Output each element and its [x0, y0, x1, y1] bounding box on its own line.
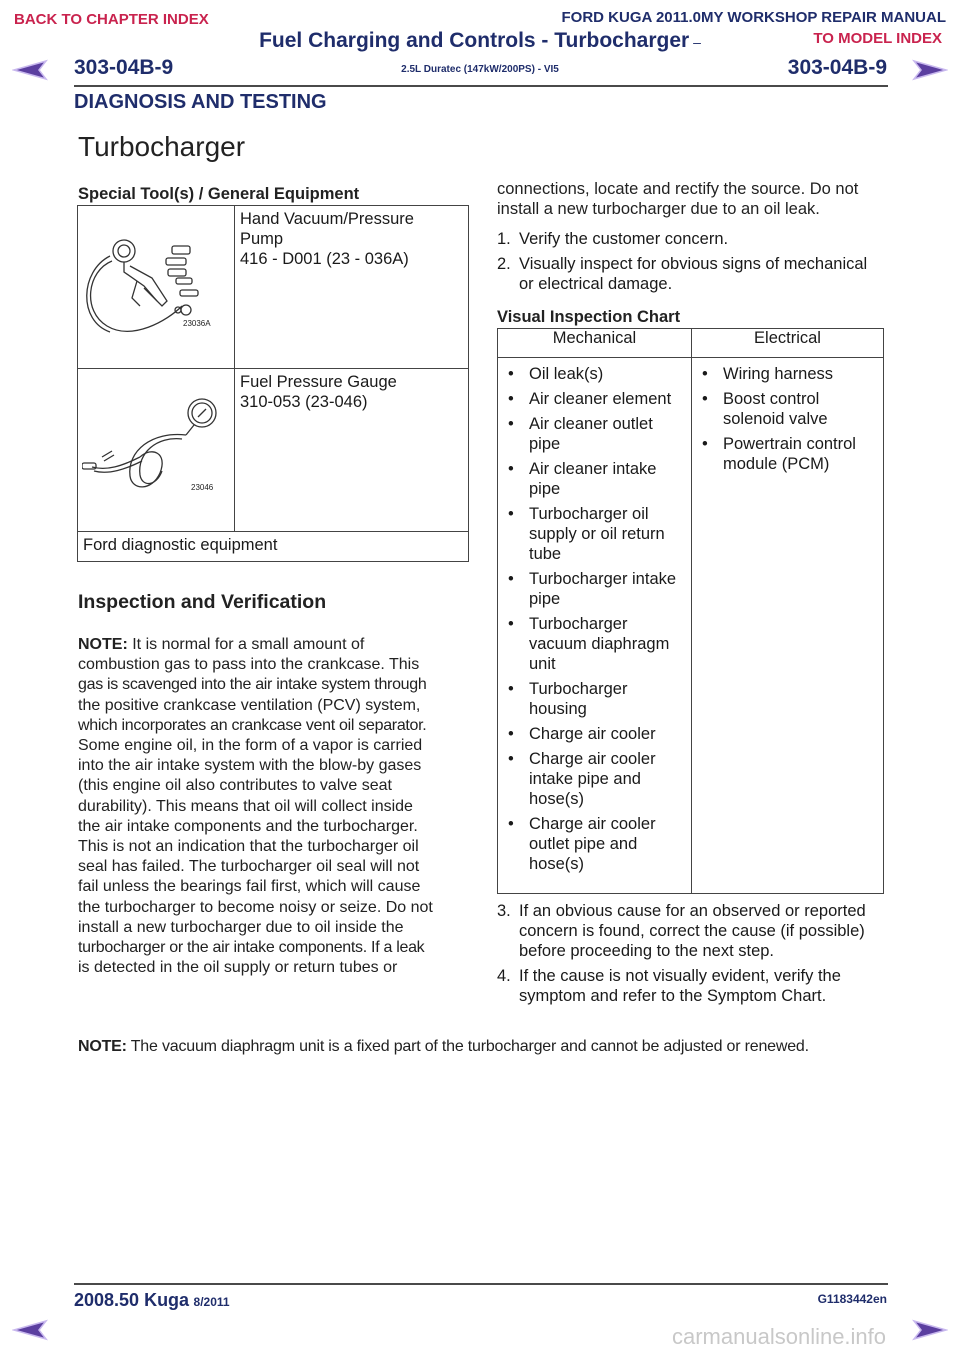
tool-name-line: Hand Vacuum/Pressure: [240, 210, 414, 228]
mechanical-list: [499, 364, 690, 875]
step-line: concern is found, correct the cause (if possible): [519, 922, 865, 941]
note-label: NOTE:: [78, 636, 128, 653]
footer-model: 2008.50 Kuga: [74, 1290, 190, 1310]
list-item: • Charge air cooler: [499, 724, 690, 744]
list-item: • Charge air cooler intake pipe and hose(s): [499, 749, 690, 810]
tool-name-line: Fuel Pressure Gauge: [240, 373, 397, 391]
to-model-index-link[interactable]: TO MODEL INDEX: [813, 30, 942, 47]
list-item: • Turbocharger housing: [499, 679, 690, 719]
col-header-mechanical: Mechanical: [498, 329, 692, 358]
list-item: • Air cleaner intake pipe: [499, 459, 690, 499]
step-item: [497, 966, 889, 1006]
note-line: the turbocharger to become noisy or seize. Do not: [78, 898, 433, 916]
page-title: Turbocharger: [78, 131, 246, 162]
note-line: the air intake components and the turbocharger.: [78, 817, 418, 835]
list-item: • Powertrain control module (PCM): [693, 434, 882, 474]
note-line: the positive crankcase ventilation (PCV) system,: [78, 696, 421, 714]
note-line: Some engine oil, in the form of a vapor is carried: [78, 737, 423, 755]
engine-subtitle: 2.5L Duratec (147kW/200PS) - VI5: [401, 64, 559, 75]
step-number: 2.: [497, 254, 511, 273]
note-line: gas is scavenged into the air intake system through: [78, 676, 427, 694]
tool-row: [78, 532, 469, 562]
tool-image-code: 23046: [191, 483, 214, 492]
tool-row: [78, 369, 469, 532]
steps-list-b: [497, 901, 889, 1011]
note-text: It is normal for a small amount of: [127, 636, 365, 653]
electrical-cell: [692, 358, 884, 894]
visual-table-body-row: [498, 358, 884, 894]
continuation-line: connections, locate and rectify the source. Do not: [497, 180, 859, 198]
tool-image-cell: [78, 369, 235, 532]
vacuum-pump-illustration-icon: [82, 226, 232, 361]
tool-row: [78, 206, 469, 369]
list-item: • Air cleaner outlet pipe: [499, 414, 690, 454]
list-item: • Turbocharger oil supply or oil return tube: [499, 504, 690, 565]
visual-chart-title: Visual Inspection Chart: [497, 308, 681, 326]
note-line: [78, 635, 470, 655]
prev-page-arrow-icon[interactable]: [12, 58, 48, 82]
back-to-chapter-index-link[interactable]: BACK TO CHAPTER INDEX: [14, 11, 209, 28]
fuel-pressure-gauge-illustration-icon: [82, 391, 232, 511]
note-line: This is not an indication that the turbocharger oil: [78, 838, 419, 856]
steps-list-a: [497, 229, 889, 299]
mechanical-cell: [498, 358, 692, 894]
footer-date: 8/2011: [193, 1295, 230, 1309]
electrical-list: [693, 364, 882, 474]
tool-name: [235, 369, 468, 415]
visual-table-header-row: [498, 329, 884, 358]
note-line: into the air intake system with the blow-by gases: [78, 757, 422, 775]
watermark: carmanualsonline.info: [672, 1324, 887, 1349]
note-line: is detected in the oil supply or return tubes or: [78, 959, 398, 977]
inspection-note: [78, 635, 470, 978]
step-item: [497, 901, 889, 962]
col-header-electrical: Electrical: [692, 329, 884, 358]
continuation-line: install a new turbocharger due to an oil leak.: [497, 200, 820, 219]
title-dash: –: [689, 34, 701, 50]
next-page-arrow-bottom-icon[interactable]: [912, 1318, 948, 1342]
list-item: • Oil leak(s): [499, 364, 690, 384]
tool-image-code: 23036A: [183, 319, 211, 328]
list-item: • Turbocharger vacuum diaphragm unit: [499, 614, 690, 675]
step-number: 1.: [497, 230, 511, 248]
bottom-note-label: NOTE:: [78, 1038, 127, 1055]
step-line: If the cause is not visually evident, verify the: [519, 967, 841, 986]
page-code-right: 303-04B-9: [787, 56, 887, 79]
header-rule: [74, 85, 888, 87]
step-line: Visually inspect for obvious signs of mechanical: [519, 254, 868, 273]
step-item: [497, 254, 889, 294]
note-line: durability). This means that oil will collect inside: [78, 797, 413, 815]
note-continuation: [497, 179, 889, 219]
general-equipment: Ford diagnostic equipment: [83, 536, 278, 554]
step-line: symptom and refer to the Symptom Chart.: [519, 987, 827, 1006]
tools-table: [77, 205, 469, 562]
note-line: which incorporates an crankcase vent oil separator.: [78, 716, 427, 734]
tool-image-cell: [78, 206, 235, 369]
step-item: [497, 229, 889, 249]
list-item: • Turbocharger intake pipe: [499, 569, 690, 609]
bottom-note: [78, 1037, 888, 1057]
bottom-note-text: The vacuum diaphragm unit is a fixed part of the turbocharger and cannot be adjusted or renewed.: [126, 1038, 809, 1055]
tool-part-number: 310-053 (23-046): [240, 393, 368, 412]
step-line: or electrical damage.: [519, 275, 673, 293]
step-number: 4.: [497, 967, 511, 986]
next-page-arrow-icon[interactable]: [912, 58, 948, 82]
tool-name: [235, 206, 468, 273]
footer-doc-code: G1183442en: [817, 1292, 887, 1306]
note-line: fail unless the bearings fail first, which will cause: [78, 878, 421, 896]
prev-page-arrow-bottom-icon[interactable]: [12, 1318, 48, 1342]
tool-text-cell: [235, 206, 469, 369]
note-line: turbocharger or the air intake components. If a leak: [78, 939, 425, 957]
footer-model-wrap: [74, 1290, 230, 1311]
section-title: Fuel Charging and Controls - Turbocharger: [259, 29, 690, 52]
manual-title: FORD KUGA 2011.0MY WORKSHOP REPAIR MANUAL: [561, 9, 946, 26]
note-line: install a new turbocharger due to oil inside the: [78, 918, 404, 936]
footer-rule: [74, 1283, 888, 1285]
note-line: seal has failed. The turbocharger oil seal will not: [78, 858, 420, 876]
step-line: before proceeding to the next step.: [519, 942, 775, 961]
tools-heading: Special Tool(s) / General Equipment: [78, 185, 360, 203]
list-item: • Boost control solenoid valve: [693, 389, 882, 429]
inspection-heading: Inspection and Verification: [78, 591, 327, 613]
note-line: combustion gas to pass into the crankcase. This: [78, 656, 420, 674]
step-number: 3.: [497, 902, 511, 920]
list-item: • Wiring harness: [693, 364, 882, 384]
section-title-wrap: [0, 29, 960, 53]
tool-part-number: 416 - D001 (23 - 036A): [240, 250, 409, 269]
step-line: Verify the customer concern.: [519, 230, 729, 248]
diagnosis-section-header: DIAGNOSIS AND TESTING: [74, 91, 327, 113]
page-code-left: 303-04B-9: [74, 56, 174, 79]
tool-text-cell: [235, 369, 469, 532]
tool-name-line: Pump: [240, 230, 284, 249]
list-item: • Charge air cooler outlet pipe and hose(s): [499, 814, 690, 875]
note-line: (this engine oil also contributes to valve seat: [78, 777, 392, 795]
visual-inspection-table: [497, 328, 884, 894]
general-equipment-cell: [78, 532, 469, 562]
step-line: If an obvious cause for an observed or reported: [519, 902, 866, 920]
list-item: • Air cleaner element: [499, 389, 690, 409]
